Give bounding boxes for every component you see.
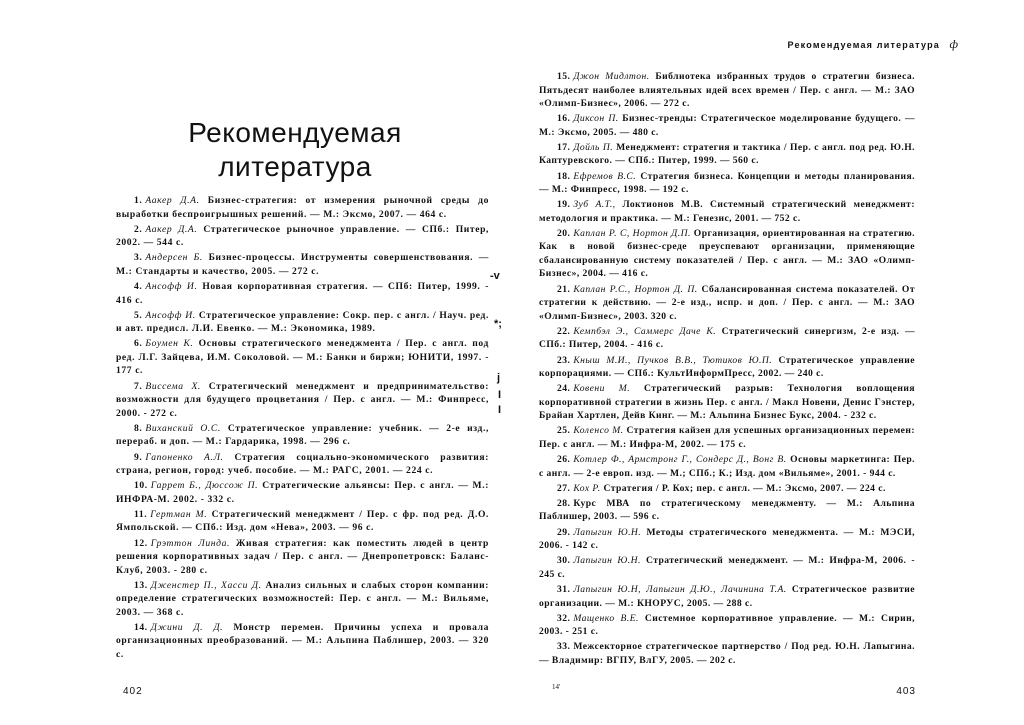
right-page [512, 0, 1024, 725]
reference-text: Стратегическое развитие организации. — М.: КНОРУС, 2005. — 288 с. [539, 584, 915, 609]
reference-author: Джон Мидлтон. [573, 71, 650, 82]
reference-text: Стратегический менеджмент. — М.: Инфра-М, 2006. - 245 с. [539, 555, 915, 580]
reference-entry [116, 194, 489, 221]
reference-author: Гапоненко А.Л. [145, 451, 224, 463]
reference-number: 21. [557, 283, 571, 295]
reference-entry [539, 227, 915, 281]
reference-text: Основы маркетинга: Пер. с англ. — 2-е европ. изд. — М.; СПб.; К.; Изд. дом «Вильяме», 2001. - 944 с. [539, 454, 915, 479]
reference-text: Менеджмент: стратегия и тактика / Пер. с англ. под ред. Ю.Н. Каптуревского. — СПб.: Питер, 1999. — 560 с. [539, 141, 915, 167]
reference-text: Стратегический синергизм, 2-е изд. — СПб.: Питер, 2004. - 416 с. [539, 325, 915, 351]
reference-entry [116, 251, 489, 278]
reference-author: Дженстер П., Хасси Д. [150, 579, 262, 591]
reference-author: Ансофф И. [145, 309, 196, 321]
reference-number: 19. [557, 199, 571, 211]
reference-author: Аакер Д.А. [145, 223, 198, 235]
reference-text: Локтионов М.В. Системный стратегический менеджмент: методология и практика. — М.: Генезис, 2001. — 752 с. [539, 199, 915, 224]
reference-entry [539, 482, 915, 496]
reference-author: Виханский О.С. [145, 422, 221, 434]
reference-text: Стратегия социально-экономического развития: страна, регион, город: учеб. пособие. — М.: РАГС, 2001. — 224 с. [116, 451, 490, 476]
reference-text: Стратегия / Р. Кох; пер. с англ. — М.: Эксмо, 2007. — 224 с. [603, 482, 886, 494]
gutter-mark: *; [494, 318, 502, 330]
reference-entry [539, 198, 915, 225]
reference-text: Стратегический менеджмент и предпринимательство: возможности для будущего процветания / Пер. с англ. — М.: Финпресс, 2000. - 272 с. [116, 380, 489, 419]
reference-number: 5. [134, 309, 143, 321]
reference-author: Кныш М.И., Пучков В.В., Тютиков Ю.П. [573, 354, 773, 366]
reference-entry [116, 309, 489, 336]
reference-number: 14. [134, 621, 148, 633]
reference-text: Стратегическое управление: учебник. — 2-е изд., перераб. и доп. — М.: Гардарика, 1998. — 296 с. [116, 422, 490, 448]
reference-author: Лапыгин Ю.Н. [573, 526, 642, 538]
reference-number: 11. [134, 508, 148, 520]
reference-author: Боумен К. [145, 338, 194, 350]
reference-entry [116, 537, 489, 578]
reference-entry [116, 451, 489, 478]
reference-text: Бизнес-стратегия: от измерения рыночной среды до выработки беспроигрышных решений. — М.: Эксмо, 2007. — 464 с. [116, 195, 489, 220]
reference-entry [539, 526, 915, 553]
reference-text: Сбалансированная система показателей. От стратегии к действию. — 2-е изд., испр. и доп. / Пер. с англ. — М.: ЗАО «Олимп-Бизнес», 2003. 320 с. [539, 283, 915, 322]
reference-list-right [539, 70, 915, 669]
reference-text: Живая стратегия: как поместить людей в центр решения корпоративных задач / Пер. с англ. — Днепропетровск: Баланс-Клуб, 2003. - 280 с. [116, 537, 489, 576]
reference-entry [539, 141, 915, 168]
reference-entry [539, 583, 915, 610]
reference-entry [116, 280, 489, 307]
reference-author: Каплан Р. С, Нортон Д.П. [573, 227, 691, 239]
reference-text: Стратегический разрыв: Технология воплощения корпоративной стратегии в жизнь Пер. с англ. / Макл Новени, Денис Гэнстер, Брайан Хартлен, Дейв Кинг. — М.: Альпина Бизнес Букс, 2004. - 232 с. [539, 383, 915, 422]
reference-text: Библиотека избранных трудов о стратегии бизнеса. Пятьдесят наиболее влиятельных идей всех времен / Пер. с англ. — М.: ЗАО «Олимп-Бизнес», 2006. — 272 с. [539, 71, 915, 109]
reference-number: 25. [557, 425, 571, 437]
reference-text: Стратегический менеджмент / Пер. с фр. под ред. Д.О. Ямпольской. — СПб.: Изд. дом «Нева», 2003. — 96 с. [116, 508, 489, 534]
reference-entry [116, 579, 489, 620]
reference-text: Бизнес-тренды: Стратегическое моделирование будущего. — М.: Эксмо, 2005. — 480 с. [539, 113, 915, 138]
reference-author: Ефремов В.С. [573, 170, 637, 182]
running-head-mark: ф [949, 37, 958, 51]
reference-number: 2. [134, 223, 143, 235]
reference-entry [539, 283, 915, 324]
reference-number: 20. [557, 227, 571, 239]
reference-text: Системное корпоративное управление. — М.: Сирин, 2003. - 251 с. [539, 612, 915, 638]
reference-author: Кох Р. [573, 482, 601, 494]
page-number-left: 402 [123, 686, 143, 697]
reference-author: Мащенко В.Е. [573, 612, 639, 624]
reference-text: Стратегическое рыночное управление. — СПб.: Питер, 2002. — 544 с. [116, 223, 489, 249]
gutter-mark: -v [490, 270, 500, 282]
reference-author: Коленсо М. [573, 425, 624, 437]
reference-number: 30. [557, 555, 571, 567]
reference-entry [116, 380, 489, 421]
reference-number: 29. [557, 526, 571, 538]
chapter-title: Рекомендуемая литература [188, 117, 402, 182]
reference-number: 13. [134, 579, 148, 591]
reference-number: 24. [557, 383, 571, 395]
reference-number: 9. [134, 451, 143, 463]
reference-author: Диксон П. [573, 113, 619, 125]
reference-number: 22. [557, 325, 571, 337]
reference-text: Стратегические альянсы: Пер. с англ. — М.: ИНФРА-М. 2002. - 332 с. [116, 480, 489, 505]
reference-author: Лапыгин Ю.Н, Лапыгин Д.Ю., Лачинина Т.А. [573, 584, 787, 595]
running-head: Рекомендуемая литература [787, 40, 940, 50]
reference-text: Организация, ориентированная на стратегию. Как в новой бизнес-среде преуспевают организации, применяющие сбалансированную систему показателей / Пер. с англ. — М.: ЗАО «Олимп-Бизнес», 2004. — 416 с. [539, 227, 915, 280]
reference-number: 6. [134, 338, 143, 350]
reference-entry [539, 70, 915, 111]
reference-author: Гаррет Б., Дюссож П. [150, 480, 259, 492]
gutter-mark: I [498, 389, 502, 401]
reference-number: 23. [557, 354, 571, 366]
reference-text: Монстр перемен. Причины успеха и провала организационных преобразований. — М.: Альпина Паблишер, 2003. — 320 с. [116, 621, 489, 660]
small-mark: 14' [552, 683, 561, 691]
reference-author: Джини Д. Д. [150, 621, 224, 633]
reference-text: Новая корпоративная стратегия. — СПб: Питер, 1999. - 416 с. [116, 281, 490, 306]
gutter-mark: I [498, 404, 502, 416]
reference-author: Котлер Ф., Армстронг Г., Сондерс Д., Вонг В. [573, 454, 787, 466]
reference-entry [116, 479, 489, 506]
reference-entry [116, 422, 489, 449]
reference-number: 12. [134, 537, 148, 549]
reference-author: Ансофф И. [145, 281, 198, 293]
reference-text: Межсекторное стратегическое партнерство / Под ред. Ю.Н. Лапыгина. — Владимир: ВГПУ, ВлГУ, 2005. — 202 с. [539, 641, 915, 666]
reference-author: Дойль П. [573, 141, 614, 153]
reference-number: 17. [557, 141, 571, 153]
reference-entry [116, 337, 489, 378]
reference-number: 31. [557, 584, 571, 595]
reference-number: 1. [134, 195, 143, 206]
reference-entry [539, 170, 915, 197]
reference-entry [539, 554, 915, 581]
reference-number: 32. [557, 612, 571, 624]
reference-author: Гертман М. [150, 508, 208, 520]
reference-author: Кемпбэл Э., Саммерс Даче К. [573, 325, 717, 337]
reference-author: Аакер Д.А. [145, 195, 200, 206]
reference-author: Грэттон Линда. [150, 537, 230, 549]
reference-number: 10. [134, 480, 148, 492]
reference-author: Каплан Р.С., Нортон Д. П. [573, 283, 698, 295]
reference-author: Ковени М. [573, 383, 631, 395]
reference-number: 28. [557, 497, 571, 509]
reference-author: Виссема X. [145, 380, 201, 392]
reference-text: Стратегическое управление: Сокр. пер. с англ. / Науч. ред. и авт. предисл. Л.И. Евенко. — М.: Экономика, 1989. [116, 309, 489, 335]
reference-entry [539, 354, 915, 381]
reference-entry [539, 382, 915, 423]
reference-entry [539, 325, 915, 352]
reference-text: Стратегическое управление корпорациями. — СПб.: КультИнформПресс, 2002. — 240 с. [539, 354, 915, 379]
reference-entry [539, 453, 915, 480]
page-number-right: 403 [896, 686, 916, 697]
reference-number: 26. [557, 454, 571, 466]
gutter-mark: j [497, 372, 501, 384]
reference-text: Методы стратегического менеджмента. — М.: МЭСИ, 2006. - 142 с. [539, 526, 915, 552]
reference-entry [539, 112, 915, 139]
reference-entry [539, 424, 915, 451]
reference-entry [116, 508, 489, 535]
reference-text: Курс МВА по стратегическому менеджменту. — М.: Альпина Паблишер, 2003. — 596 с. [539, 497, 915, 523]
reference-number: 7. [134, 380, 143, 392]
reference-number: 3. [134, 252, 143, 264]
reference-entry [539, 640, 915, 667]
reference-text: Стратегия бизнеса. Концепции и методы планирования. — М.: Финпресс, 1998. — 192 с. [539, 170, 915, 196]
reference-number: 15. [557, 71, 571, 82]
reference-number: 4. [134, 281, 143, 293]
reference-author: Лапыгин Ю.Н. [573, 555, 641, 567]
reference-author: Зуб А.Т., [573, 199, 616, 211]
reference-text: Основы стратегического менеджмента / Пер. с англ. под ред. Л.Г. Зайцева, И.М. Соколовой. — М.: Банки и биржи; ЮНИТИ, 1997. - 177 с. [116, 338, 490, 377]
reference-number: 27. [557, 482, 571, 494]
reference-text: Стратегия кайзен для успешных организационных перемен: Пер. с англ. — М.: Инфра-М, 2002. — 175 с. [539, 425, 916, 450]
reference-entry [539, 497, 915, 524]
reference-entry [116, 621, 489, 662]
reference-entry [116, 223, 489, 250]
reference-number: 33. [557, 641, 571, 653]
reference-entry [539, 612, 915, 639]
reference-number: 16. [557, 113, 571, 125]
reference-number: 8. [134, 422, 143, 434]
reference-list-left [116, 194, 489, 663]
reference-text: Бизнес-процессы. Инструменты совершенствования. — М.: Стандарты и качество, 2005. — 272 с. [116, 252, 489, 277]
reference-text: Анализ сильных и слабых сторон компании: определение стратегических возможностей: Пер. с англ. — М.: Вильяме, 2003. — 368 с. [116, 579, 490, 618]
reference-author: Андерсен Б. [145, 252, 203, 264]
reference-number: 18. [557, 170, 571, 182]
